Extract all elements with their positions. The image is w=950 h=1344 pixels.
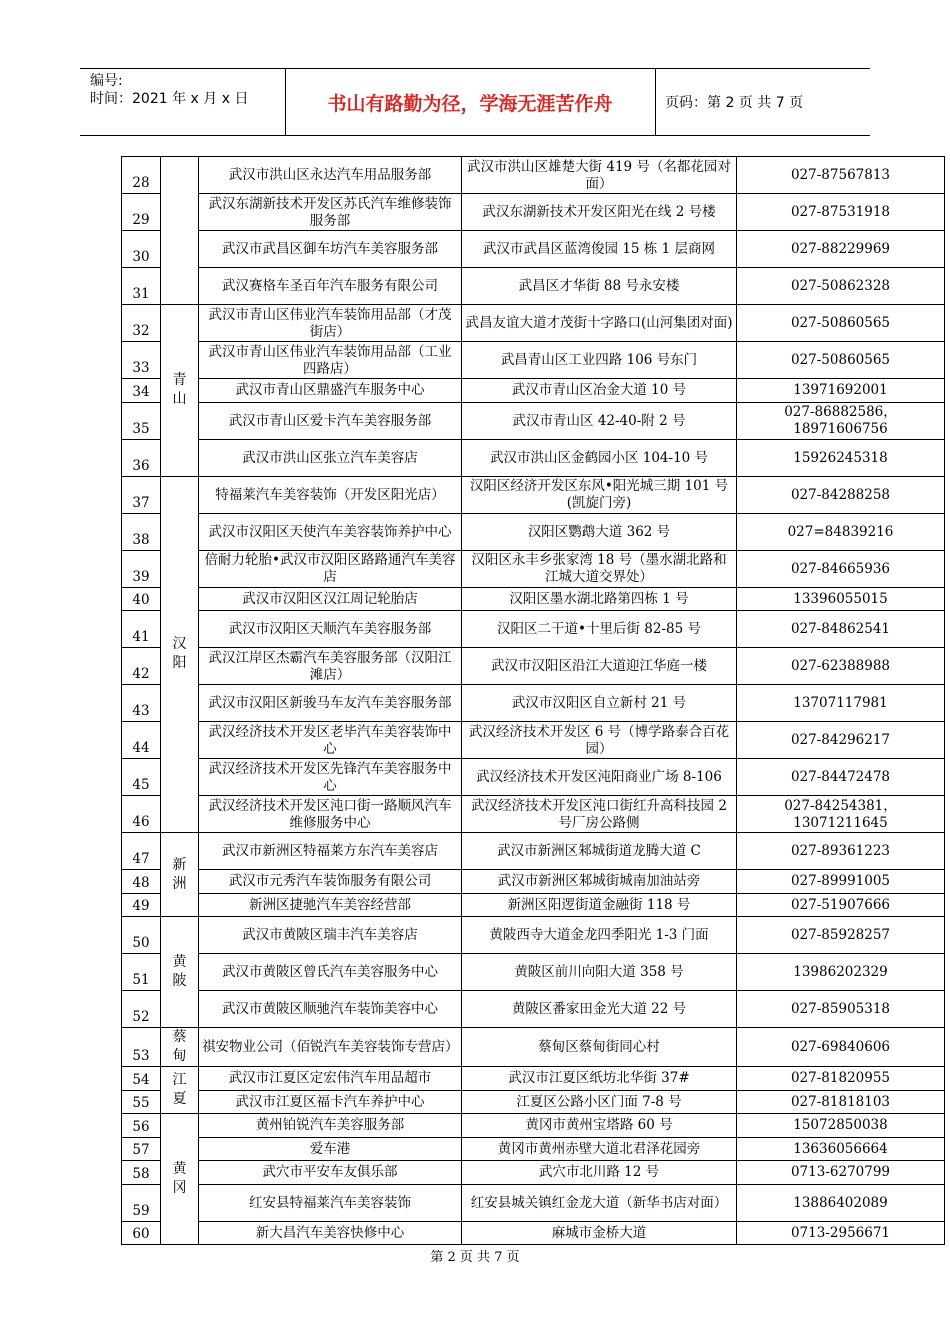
table-row xyxy=(122,587,945,611)
shop-name-cell: 武汉市元秀汽车装饰服务有限公司 xyxy=(199,870,462,894)
shop-address-cell: 武汉市武昌区蓝湾俊园 15 栋 1 层商网 xyxy=(462,231,737,268)
shop-address-cell: 武汉经济技术开发区沌口街红升高科技园 2 号厂房公路侧 xyxy=(462,796,737,833)
shop-address-cell: 武汉市新洲区邾城街道龙腾大道 C xyxy=(462,833,737,870)
header-meta xyxy=(90,72,248,108)
shop-phone-cell: 027-87531918 xyxy=(737,194,945,231)
shop-name-cell: 武汉市黄陂区顺驰汽车装饰美容中心 xyxy=(199,991,462,1028)
row-number: 43 xyxy=(122,685,161,722)
shop-name-cell: 武汉东湖新技术开发区苏氏汽车维修装饰服务部 xyxy=(199,194,462,231)
table-row xyxy=(122,342,945,379)
shop-address-cell: 汉阳区永丰乡张家湾 18 号（墨水湖北路和江城大道交界处） xyxy=(462,550,737,587)
shop-name-cell: 红安县特福莱汽车美容装饰 xyxy=(199,1184,462,1221)
shop-list-table xyxy=(121,156,945,1245)
shop-address-cell: 武汉市洪山区雄楚大街 419 号（名都花园对面） xyxy=(462,157,737,194)
shop-address-cell: 黄陂区前川向阳大道 358 号 xyxy=(462,954,737,991)
row-number: 30 xyxy=(122,231,161,268)
district-cell: 汉 阳 xyxy=(161,476,199,833)
district-cell: 江 夏 xyxy=(161,1067,199,1114)
shop-name-cell: 武汉市青山区鼎盛汽车服务中心 xyxy=(199,379,462,403)
district-cell: 青 山 xyxy=(161,305,199,477)
shop-name-cell: 倍耐力轮胎•武汉市汉阳区路路通汽车美容店 xyxy=(199,550,462,587)
shop-name-cell: 武汉市黄陂区瑞丰汽车美容店 xyxy=(199,917,462,954)
table-row xyxy=(122,796,945,833)
shop-name-cell: 武汉经济技术开发区老毕汽车美容装饰中心 xyxy=(199,722,462,759)
row-number: 58 xyxy=(122,1161,161,1185)
row-number: 50 xyxy=(122,917,161,954)
shop-address-cell: 武汉经济技术开发区沌阳商业广场 8-106 xyxy=(462,759,737,796)
table-row xyxy=(122,1028,945,1067)
table-row xyxy=(122,379,945,403)
shop-name-cell: 武汉市汉阳区汉江周记轮胎店 xyxy=(199,587,462,611)
shop-phone-cell: 027-50862328 xyxy=(737,268,945,305)
shop-phone-cell: 15072850038 xyxy=(737,1114,945,1138)
shop-phone-cell: 13636056664 xyxy=(737,1137,945,1161)
table-row xyxy=(122,157,945,194)
shop-phone-cell: 027-85905318 xyxy=(737,991,945,1028)
shop-address-cell: 武汉经济技术开发区 6 号（博学路泰合百花园） xyxy=(462,722,737,759)
shop-address-cell: 新洲区阳逻街道金融街 118 号 xyxy=(462,893,737,917)
table-row xyxy=(122,954,945,991)
shop-name-cell: 特福莱汽车美容装饰（开发区阳光店） xyxy=(199,476,462,513)
table-row xyxy=(122,991,945,1028)
shop-name-cell: 武汉市青山区爱卡汽车美容服务部 xyxy=(199,402,462,439)
row-number: 28 xyxy=(122,157,161,194)
shop-phone-cell: 027-51907666 xyxy=(737,893,945,917)
row-number: 59 xyxy=(122,1184,161,1221)
shop-phone-cell: 027-84254381，13071211645 xyxy=(737,796,945,833)
table-row xyxy=(122,611,945,648)
table-row xyxy=(122,893,945,917)
shop-name-cell: 新洲区捷驰汽车美容经营部 xyxy=(199,893,462,917)
shop-phone-cell: 13396055015 xyxy=(737,587,945,611)
shop-list-body xyxy=(122,157,945,1245)
shop-name-cell: 武汉市汉阳区天使汽车美容装饰养护中心 xyxy=(199,513,462,550)
table-row xyxy=(122,402,945,439)
shop-address-cell: 汉阳区二干道•十里后街 82-85 号 xyxy=(462,611,737,648)
header-page-number: 页码：第 2 页 共 7 页 xyxy=(665,95,804,111)
shop-phone-cell: 027-84296217 xyxy=(737,722,945,759)
shop-address-cell: 武穴市北川路 12 号 xyxy=(462,1161,737,1185)
shop-address-cell: 武汉市汉阳区自立新村 21 号 xyxy=(462,685,737,722)
shop-phone-cell: 027-69840606 xyxy=(737,1028,945,1067)
shop-name-cell: 武汉市江夏区福卡汽车养护中心 xyxy=(199,1090,462,1114)
doc-time-label: 时间：2021 年 x 月 x 日 xyxy=(90,91,249,107)
row-number: 33 xyxy=(122,342,161,379)
row-number: 44 xyxy=(122,722,161,759)
shop-address-cell: 黄陂区番家田金光大道 22 号 xyxy=(462,991,737,1028)
page-footer: 第 2 页 共 7 页 xyxy=(430,1250,520,1265)
shop-phone-cell: 027-62388988 xyxy=(737,648,945,685)
row-number: 51 xyxy=(122,954,161,991)
row-number: 53 xyxy=(122,1028,161,1067)
row-number: 35 xyxy=(122,402,161,439)
table-row xyxy=(122,917,945,954)
shop-phone-cell: 027-81818103 xyxy=(737,1090,945,1114)
shop-address-cell: 汉阳区鹦鹉大道 362 号 xyxy=(462,513,737,550)
row-number: 38 xyxy=(122,513,161,550)
table-row xyxy=(122,1067,945,1091)
shop-address-cell: 黄陂西寺大道金龙四季阳光 1-3 门面 xyxy=(462,917,737,954)
shop-name-cell: 武汉市汉阳区天顺汽车美容服务部 xyxy=(199,611,462,648)
row-number: 48 xyxy=(122,870,161,894)
shop-name-cell: 新大昌汽车美容快修中心 xyxy=(199,1221,462,1245)
shop-phone-cell: 027-85928257 xyxy=(737,917,945,954)
row-number: 54 xyxy=(122,1067,161,1091)
row-number: 42 xyxy=(122,648,161,685)
header-divider xyxy=(655,68,656,136)
row-number: 60 xyxy=(122,1221,161,1245)
shop-name-cell: 武汉市洪山区永达汽车用品服务部 xyxy=(199,157,462,194)
district-cell: 新 洲 xyxy=(161,833,199,917)
shop-name-cell: 武汉市青山区伟业汽车装饰用品部（才茂街店） xyxy=(199,305,462,342)
table-row xyxy=(122,476,945,513)
row-number: 39 xyxy=(122,550,161,587)
doc-number-label: 编号: xyxy=(90,73,123,89)
table-row xyxy=(122,833,945,870)
shop-address-cell: 黄冈市黄州赤壁大道北君泽花园旁 xyxy=(462,1137,737,1161)
shop-address-cell: 武汉市青山区冶金大道 10 号 xyxy=(462,379,737,403)
shop-address-cell: 武汉市洪山区金鹤园小区 104-10 号 xyxy=(462,439,737,476)
shop-phone-cell: 027-50860565 xyxy=(737,305,945,342)
shop-address-cell: 武汉市江夏区纸坊北华街 37# xyxy=(462,1067,737,1091)
row-number: 40 xyxy=(122,587,161,611)
row-number: 57 xyxy=(122,1137,161,1161)
shop-phone-cell: 027-84665936 xyxy=(737,550,945,587)
table-row xyxy=(122,1221,945,1245)
shop-name-cell: 武汉市江夏区定宏伟汽车用品超市 xyxy=(199,1067,462,1091)
table-row xyxy=(122,870,945,894)
shop-phone-cell: 15926245318 xyxy=(737,439,945,476)
row-number: 34 xyxy=(122,379,161,403)
shop-address-cell: 武昌青山区工业四路 106 号东门 xyxy=(462,342,737,379)
row-number: 29 xyxy=(122,194,161,231)
district-cell xyxy=(161,157,199,305)
table-row xyxy=(122,1161,945,1185)
table-row xyxy=(122,722,945,759)
table-row xyxy=(122,231,945,268)
shop-address-cell: 武昌区才华街 88 号永安楼 xyxy=(462,268,737,305)
shop-name-cell: 武汉市黄陂区曾氏汽车美容服务中心 xyxy=(199,954,462,991)
shop-address-cell: 汉阳区经济开发区东风•阳光城三期 101 号(凯旋门旁) xyxy=(462,476,737,513)
shop-phone-cell: 13707117981 xyxy=(737,685,945,722)
table-row xyxy=(122,439,945,476)
table-row xyxy=(122,759,945,796)
row-number: 52 xyxy=(122,991,161,1028)
shop-name-cell: 武汉市青山区伟业汽车装饰用品部（工业四路店） xyxy=(199,342,462,379)
shop-phone-cell: 0713-6270799 xyxy=(737,1161,945,1185)
shop-name-cell: 武汉市武昌区御车坊汽车美容服务部 xyxy=(199,231,462,268)
shop-phone-cell: 027=84839216 xyxy=(737,513,945,550)
table-row xyxy=(122,194,945,231)
shop-name-cell: 武汉市新洲区特福莱方东汽车美容店 xyxy=(199,833,462,870)
row-number: 31 xyxy=(122,268,161,305)
shop-phone-cell: 027-84288258 xyxy=(737,476,945,513)
row-number: 56 xyxy=(122,1114,161,1138)
row-number: 49 xyxy=(122,893,161,917)
shop-address-cell: 红安县城关镇红金龙大道（新华书店对面） xyxy=(462,1184,737,1221)
table-row xyxy=(122,1137,945,1161)
table-row xyxy=(122,1090,945,1114)
district-cell: 黄 陂 xyxy=(161,917,199,1028)
page-header xyxy=(80,68,870,136)
shop-address-cell: 武汉东湖新技术开发区阳光在线 2 号楼 xyxy=(462,194,737,231)
shop-phone-cell: 027-84862541 xyxy=(737,611,945,648)
table-row xyxy=(122,513,945,550)
shop-name-cell: 武汉市洪山区张立汽车美容店 xyxy=(199,439,462,476)
shop-name-cell: 武汉经济技术开发区先锋汽车美容服务中心 xyxy=(199,759,462,796)
shop-phone-cell: 0713-2956671 xyxy=(737,1221,945,1245)
row-number: 41 xyxy=(122,611,161,648)
shop-address-cell: 武汉市青山区 42-40-附 2 号 xyxy=(462,402,737,439)
shop-address-cell: 汉阳区墨水湖北路第四栋 1 号 xyxy=(462,587,737,611)
shop-phone-cell: 027-89991005 xyxy=(737,870,945,894)
table-row xyxy=(122,648,945,685)
shop-name-cell: 爱车港 xyxy=(199,1137,462,1161)
shop-address-cell: 麻城市金桥大道 xyxy=(462,1221,737,1245)
shop-phone-cell: 027-84472478 xyxy=(737,759,945,796)
shop-phone-cell: 027-81820955 xyxy=(737,1067,945,1091)
shop-address-cell: 武昌友谊大道才茂街十字路口(山河集团对面) xyxy=(462,305,737,342)
shop-phone-cell: 027-88229969 xyxy=(737,231,945,268)
shop-name-cell: 黄州铂锐汽车美容服务部 xyxy=(199,1114,462,1138)
shop-address-cell: 黄冈市黄州宝塔路 60 号 xyxy=(462,1114,737,1138)
table-row xyxy=(122,550,945,587)
shop-phone-cell: 13971692001 xyxy=(737,379,945,403)
shop-phone-cell: 027-86882586，18971606756 xyxy=(737,402,945,439)
row-number: 37 xyxy=(122,476,161,513)
row-number: 32 xyxy=(122,305,161,342)
row-number: 55 xyxy=(122,1090,161,1114)
shop-phone-cell: 13986202329 xyxy=(737,954,945,991)
shop-phone-cell: 13886402089 xyxy=(737,1184,945,1221)
table-row xyxy=(122,1114,945,1138)
shop-name-cell: 武汉赛格车圣百年汽车服务有限公司 xyxy=(199,268,462,305)
table-row xyxy=(122,685,945,722)
shop-name-cell: 武汉江岸区杰霸汽车美容服务部（汉阳江滩店） xyxy=(199,648,462,685)
shop-phone-cell: 027-89361223 xyxy=(737,833,945,870)
shop-name-cell: 武汉经济技术开发区沌口街一路顺风汽车维修服务中心 xyxy=(199,796,462,833)
row-number: 45 xyxy=(122,759,161,796)
shop-name-cell: 武穴市平安车友俱乐部 xyxy=(199,1161,462,1185)
shop-address-cell: 武汉市新洲区邾城街城南加油站旁 xyxy=(462,870,737,894)
row-number: 36 xyxy=(122,439,161,476)
shop-address-cell: 蔡甸区蔡甸街同心村 xyxy=(462,1028,737,1067)
district-cell: 蔡 甸 xyxy=(161,1028,199,1067)
table-row xyxy=(122,305,945,342)
district-cell: 黄 冈 xyxy=(161,1114,199,1245)
row-number: 47 xyxy=(122,833,161,870)
shop-name-cell: 武汉市汉阳区新骏马车友汽车美容服务部 xyxy=(199,685,462,722)
row-number: 46 xyxy=(122,796,161,833)
shop-address-cell: 江夏区公路小区门面 7-8 号 xyxy=(462,1090,737,1114)
shop-phone-cell: 027-50860565 xyxy=(737,342,945,379)
header-motto: 书山有路勤为径，学海无涯苦作舟 xyxy=(327,92,613,115)
shop-address-cell: 武汉市汉阳区沿江大道迎江华庭一楼 xyxy=(462,648,737,685)
shop-phone-cell: 027-87567813 xyxy=(737,157,945,194)
table-row xyxy=(122,268,945,305)
table-row xyxy=(122,1184,945,1221)
shop-name-cell: 祺安物业公司（佰锐汽车美容装饰专营店） xyxy=(199,1028,462,1067)
